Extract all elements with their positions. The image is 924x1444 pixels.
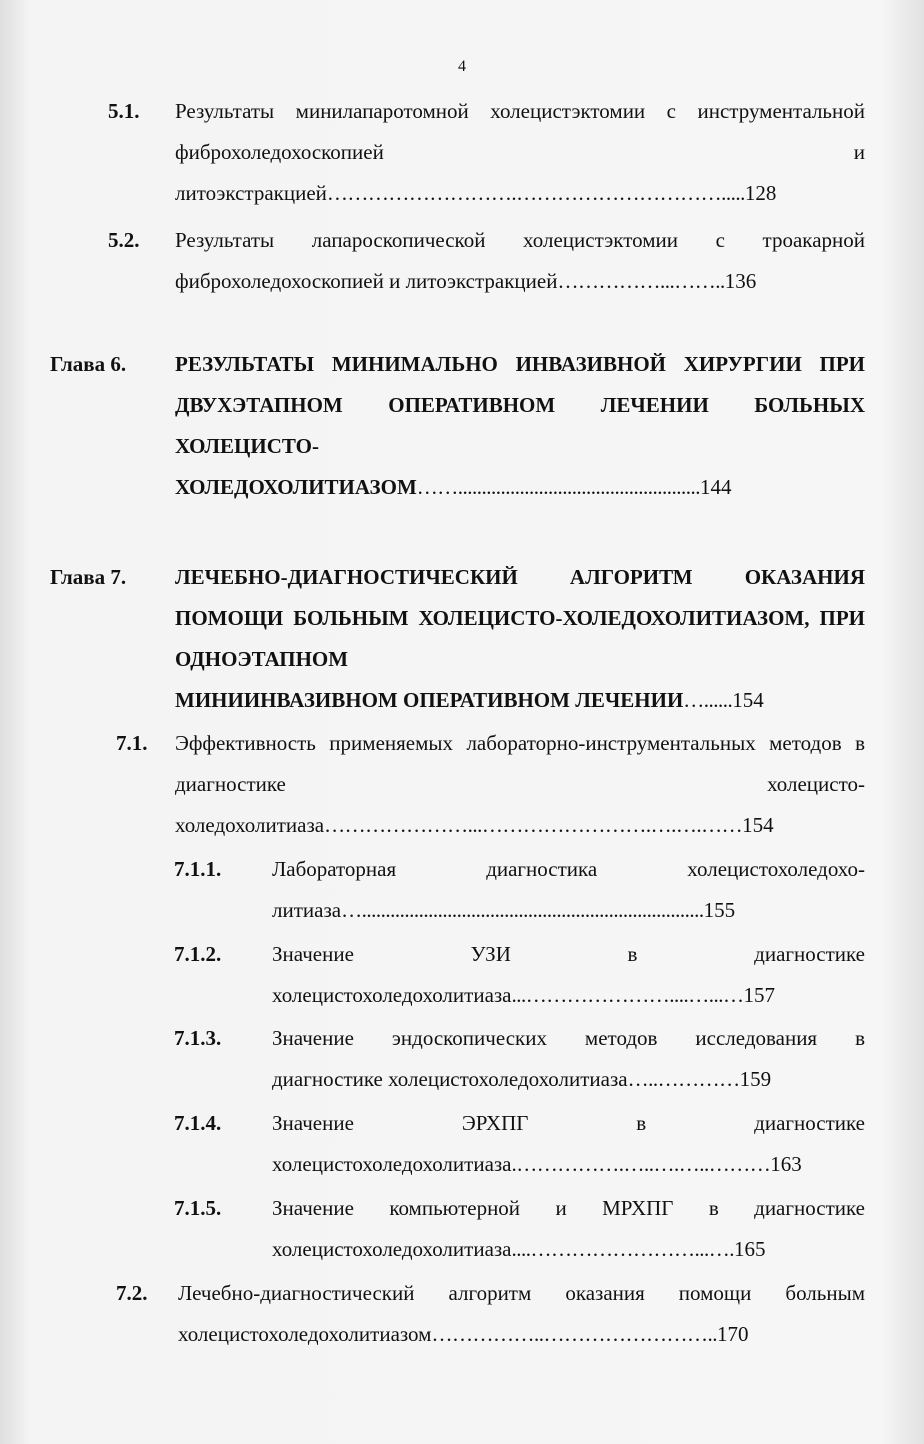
toc-entry-text	[175, 220, 865, 302]
toc-leader-dots: ……...................................................	[416, 475, 701, 499]
toc-entry-page: 155	[703, 898, 736, 922]
toc-entry-page: 144	[700, 475, 732, 499]
toc-entry-title-end: холецистохоледохолитиазом	[178, 1322, 432, 1346]
toc-entry-title-end: холедохолитиаза	[175, 813, 325, 837]
toc-entry-title: Результаты минилапаротомной холецистэктомии с инструментальной фиброхоледохоскопией и	[175, 99, 865, 164]
toc-chapter-text	[175, 344, 865, 508]
toc-entry-number: 7.1.	[116, 731, 148, 755]
toc-entry-page: 157	[743, 983, 776, 1007]
toc-entry-title: Результаты лапароскопической холецистэктомии с троакарной	[175, 228, 865, 252]
toc-entry-title: Эффективность применяемых лабораторно-инструментальных методов в диагностике холецисто-	[175, 731, 865, 796]
toc-entry-title-end: литиаза	[272, 898, 342, 922]
toc-entry-title-end: литоэкстракцией	[175, 181, 327, 205]
toc-entry-page: 154	[742, 813, 774, 837]
toc-leader-dots: ……………...……..	[557, 269, 725, 293]
toc-entry-number: 7.1.2.	[174, 942, 222, 966]
toc-entry-page: 163	[770, 1152, 802, 1176]
toc-entry-text	[272, 849, 865, 931]
toc-entry-title: Лечебно-диагностический алгоритм оказания помощи больным	[178, 1281, 865, 1305]
toc-entry-page: 159	[739, 1067, 772, 1091]
toc-entry-text	[272, 1018, 865, 1100]
toc-chapter-number: Глава 6.	[50, 352, 127, 376]
toc-entry-number: 5.2.	[108, 228, 140, 252]
toc-entry-title-end: диагностике холецистохоледохолитиаза	[272, 1067, 628, 1091]
toc-entry-page: 136	[724, 269, 757, 293]
toc-entry-text	[272, 1103, 865, 1185]
toc-entry-title: Значение УЗИ в диагностике	[272, 942, 865, 966]
toc-entry-title: Значение компьютерной и МРХПГ в диагностике	[272, 1196, 865, 1220]
toc-leader-dots: …......	[683, 688, 733, 712]
toc-entry-number: 7.1.1.	[174, 857, 222, 881]
toc-leader-dots: ……………………….………………………….....	[326, 181, 745, 205]
toc-entry-title: Лабораторная диагностика холецистохоледохо-	[272, 857, 865, 881]
toc-entry-number: 7.1.3.	[174, 1026, 222, 1050]
toc-chapter-title-end: МИНИИНВАЗИВНОМ ОПЕРАТИВНОМ ЛЕЧЕНИИ	[175, 688, 684, 712]
toc-entry-text	[175, 91, 865, 214]
toc-entry-text	[178, 1273, 865, 1355]
toc-leader-dots: …………………...…………………….….….……	[324, 813, 743, 837]
toc-chapter-title: ЛЕЧЕБНО-ДИАГНОСТИЧЕСКИЙ АЛГОРИТМ ОКАЗАНИЯ ПОМОЩИ БОЛЬНЫМ ХОЛЕЦИСТО-ХОЛЕДОХОЛИТИАЗОМ, ПРИ ОДНОЭТАПНОМ	[175, 565, 865, 671]
toc-leader-dots: ...…………………....…...…	[511, 983, 744, 1007]
toc-entry-title-end: холецистохоледохолитиаза	[272, 983, 512, 1007]
toc-entry-title: Значение эндоскопических методов исследования в	[272, 1026, 865, 1050]
toc-chapter-title: РЕЗУЛЬТАТЫ МИНИМАЛЬНО ИНВАЗИВНОЙ ХИРУРГИИ ПРИ ДВУХЭТАПНОМ ОПЕРАТИВНОМ ЛЕЧЕНИИ БОЛЬНЫХ ХОЛЕЦИСТО-	[175, 352, 865, 458]
toc-entry-title-end: холецистохоледохолитиаза	[272, 1152, 512, 1176]
toc-leader-dots: .…………….…..….…..………	[511, 1152, 771, 1176]
toc-leader-dots: ....……………………...….	[511, 1237, 735, 1261]
toc-entry-text	[272, 934, 865, 1016]
toc-chapter-number: Глава 7.	[50, 565, 127, 589]
toc-leader-dots: …........................................................................	[341, 898, 704, 922]
toc-entry-title-end: фиброхоледохоскопией и литоэкстракцией	[175, 269, 558, 293]
toc-entry-page: 170	[716, 1322, 749, 1346]
toc-entry-title: Значение ЭРХПГ в диагностике	[272, 1111, 865, 1135]
toc-entry-page: 128	[744, 181, 777, 205]
page-number: 4	[458, 58, 466, 75]
toc-chapter-text	[175, 557, 865, 721]
toc-entry-title-end: холецистохоледохолитиаза	[272, 1237, 512, 1261]
toc-leader-dots: ……………..……………………..	[431, 1322, 717, 1346]
toc-entry-number: 7.2.	[116, 1281, 148, 1305]
toc-entry-page: 154	[732, 688, 764, 712]
toc-entry-text	[175, 723, 865, 846]
toc-entry-number: 7.1.5.	[174, 1196, 222, 1220]
toc-leader-dots: …..…………	[627, 1067, 740, 1091]
toc-entry-number: 7.1.4.	[174, 1111, 222, 1135]
toc-entry-number: 5.1.	[108, 99, 140, 123]
toc-entry-page: 165	[734, 1237, 766, 1261]
toc-chapter-title-end: ХОЛЕДОХОЛИТИАЗОМ	[175, 475, 417, 499]
toc-entry-text	[272, 1188, 865, 1270]
